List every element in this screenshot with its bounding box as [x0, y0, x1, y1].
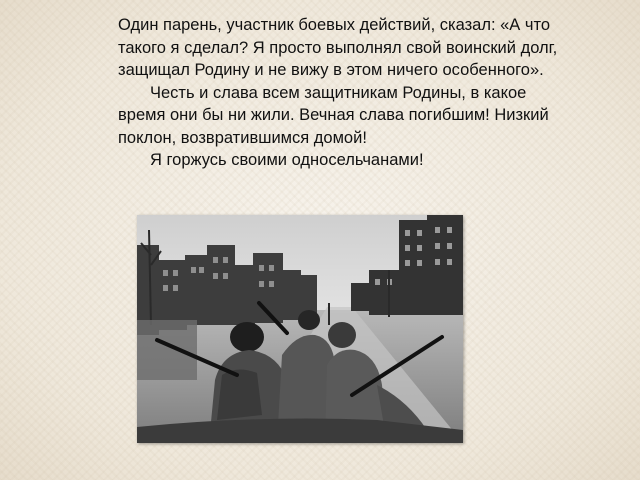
paragraph-quote: Один парень, участник боевых действий, сказал: «А что такого я сделал? Я просто выполнял свой воинский долг, защищал Родину и не вижу в этом ничего особенного».: [118, 16, 558, 79]
paragraph-honor: Честь и слава всем защитникам Родины, в какое время они бы ни жили. Вечная слава погибшим! Низкий поклон, возвратившимся домой!: [118, 83, 549, 147]
war-photo: [137, 215, 463, 443]
paragraph-pride: Я горжусь своими односельчанами!: [150, 151, 424, 169]
war-photo-illustration: [137, 215, 463, 443]
rubble: [137, 320, 197, 380]
text-block: [118, 14, 568, 172]
